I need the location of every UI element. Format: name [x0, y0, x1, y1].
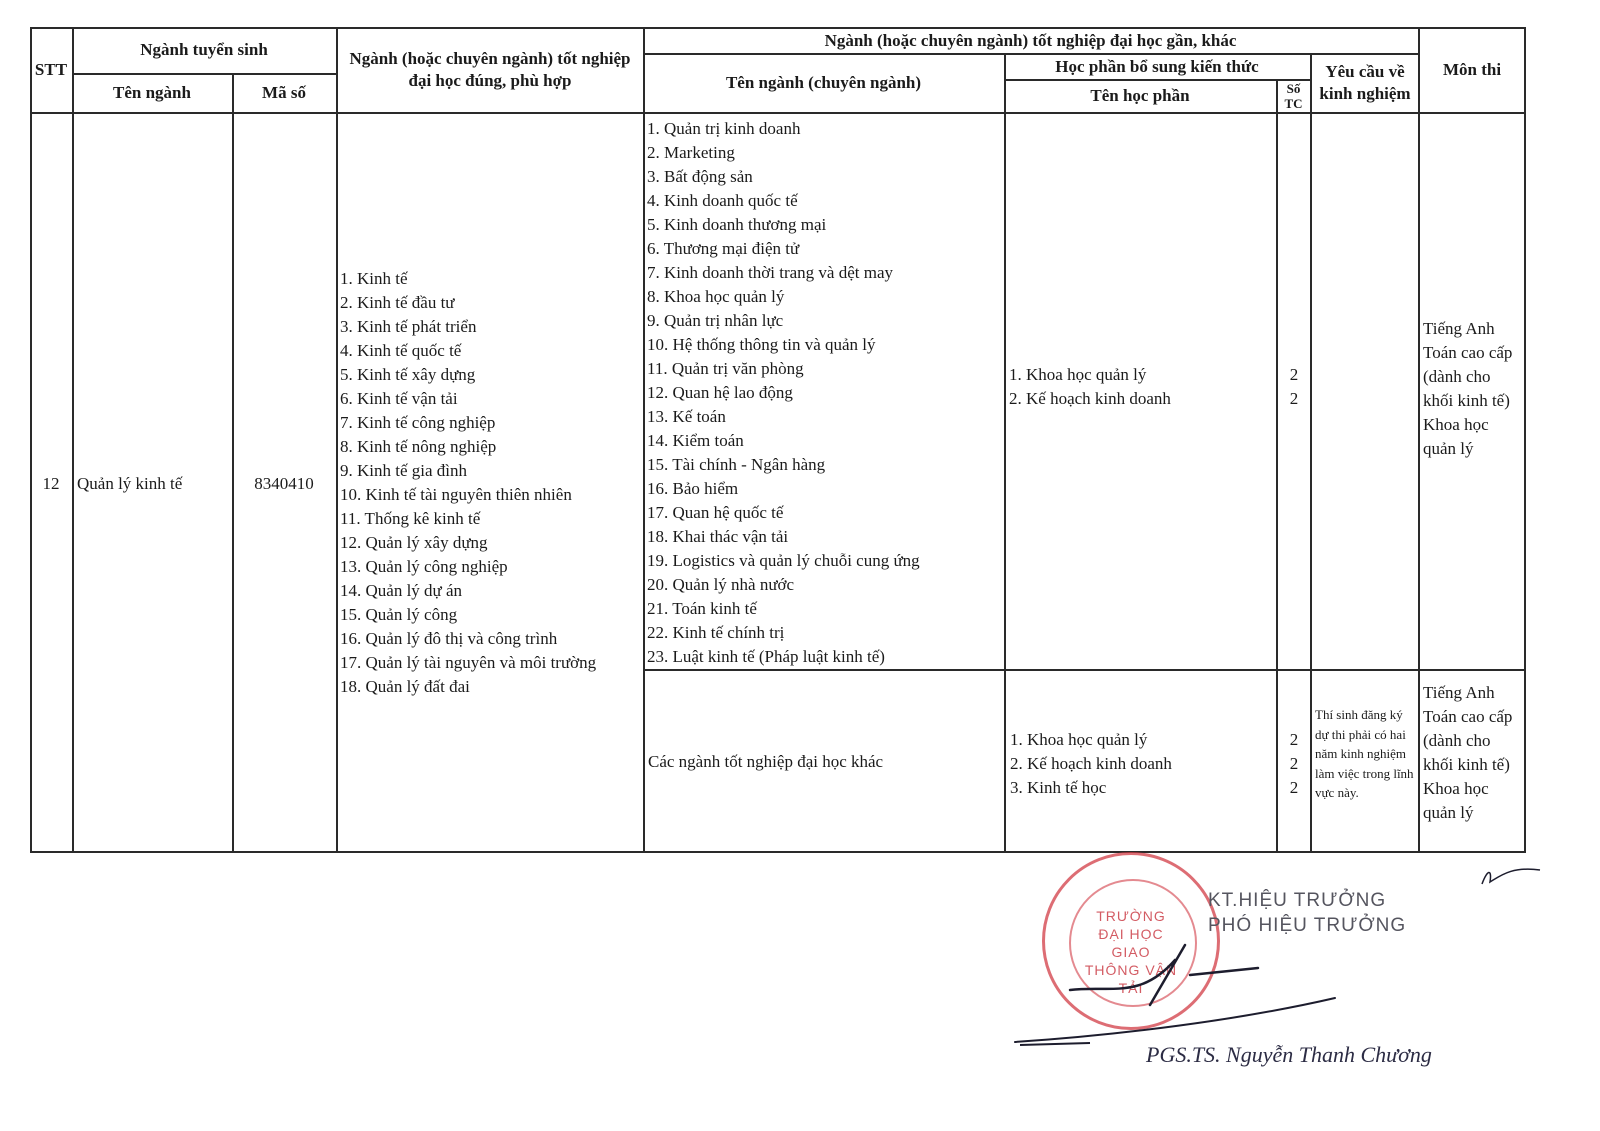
divider [72, 27, 74, 853]
divider [336, 27, 338, 853]
nganh-khac: Các ngành tốt nghiệp đại học khác [648, 752, 884, 771]
nganh-dung-phu-hop-list [340, 267, 640, 699]
list-item: 17. Quản lý tài nguyên và môi trường [340, 653, 597, 672]
list-item: 6. Kinh tế vận tải [340, 389, 458, 408]
header-nganh-dung-phu-hop: Ngành (hoặc chuyên ngành) tốt nghiệp đại học đúng, phù hợp [349, 48, 631, 90]
list-item: 14. Kiểm toán [647, 431, 744, 450]
credit-value: 2 [1289, 730, 1299, 749]
signer-name: PGS.TS. Nguyễn Thanh Chương [1146, 1042, 1432, 1067]
divider [1004, 53, 1006, 853]
list-item: 1. Khoa học quản lý [1009, 365, 1147, 384]
list-item: 16. Bảo hiểm [647, 479, 739, 498]
list-item: 12. Quản lý xây dựng [340, 533, 488, 552]
list-item: 2. Kế hoạch kinh doanh [1010, 754, 1172, 773]
list-item: 11. Thống kê kinh tế [340, 509, 481, 528]
list-item: 13. Kế toán [647, 407, 726, 426]
list-item: 15. Tài chính - Ngân hàng [647, 455, 826, 474]
list-item: 3. Kinh tế học [1010, 778, 1107, 797]
header-hoc-phan-bo-sung: Học phần bổ sung kiến thức [1055, 57, 1259, 76]
list-item: 1. Khoa học quản lý [1010, 730, 1148, 749]
header-nganh-tuyen-sinh: Ngành tuyển sinh [140, 40, 268, 59]
list-item: 1. Quản trị kinh doanh [647, 119, 801, 138]
list-item: 22. Kinh tế chính trị [647, 623, 785, 642]
list-item: 19. Logistics và quản lý chuỗi cung ứng [647, 551, 920, 570]
mon-thi-1: Tiếng Anh Toán cao cấp (dành cho khối kinh tế) Khoa học quản lý [1423, 319, 1513, 458]
row-ten-nganh: Quản lý kinh tế [77, 473, 183, 493]
list-item: 1. Kinh tế [340, 269, 408, 288]
list-item: 11. Quản trị văn phòng [647, 359, 804, 378]
list-item: 18. Khai thác vận tải [647, 527, 789, 546]
credit-value: 2 [1289, 754, 1299, 773]
list-item: 20. Quản lý nhà nước [647, 575, 795, 594]
list-item: 10. Hệ thống thông tin và quản lý [647, 335, 876, 354]
list-item: 23. Luật kinh tế (Pháp luật kinh tế) [647, 647, 885, 666]
row-ma-so: 8340410 [254, 473, 314, 493]
credit-value: 2 [1289, 778, 1299, 797]
divider [1310, 53, 1312, 853]
header-so-tc: Số TC [1284, 80, 1303, 111]
credit-value: 2 [1289, 365, 1299, 384]
list-item: 4. Kinh doanh quốc tế [647, 191, 798, 210]
official-stamp [1042, 852, 1220, 1030]
list-item: 2. Kinh tế đầu tư [340, 293, 455, 312]
credit-value: 2 [1289, 389, 1299, 408]
divider [643, 27, 645, 853]
header-yeu-cau-kinh-nghiem: Yêu cầu về kinh nghiệm [1319, 61, 1411, 103]
list-item: 8. Kinh tế nông nghiệp [340, 437, 497, 456]
list-item: 9. Quản trị nhân lực [647, 311, 784, 330]
mon-thi-2: Tiếng Anh Toán cao cấp (dành cho khối kinh tế) Khoa học quản lý [1423, 683, 1513, 822]
list-item: 2. Kế hoạch kinh doanh [1009, 389, 1171, 408]
divider [1418, 27, 1420, 853]
list-item: 14. Quản lý dự án [340, 581, 463, 600]
header-ten-nganh: Tên ngành [113, 82, 191, 102]
header-mon-thi: Môn thi [1442, 59, 1502, 79]
list-item: 7. Kinh tế công nghiệp [340, 413, 496, 432]
signature-title-line1: KT.HIỆU TRƯỞNG [1208, 890, 1387, 911]
nganh-gan-list [647, 117, 1002, 669]
signature-title [1208, 888, 1406, 938]
so-tc-list-1 [1278, 363, 1310, 411]
list-item: 21. Toán kinh tế [647, 599, 757, 618]
list-item: 3. Bất động sản [647, 167, 753, 186]
header-ten-hoc-phan: Tên học phần [1090, 85, 1190, 105]
stamp-text: TRƯỜNG ĐẠI HỌC GIAO THÔNG VẬN TẢI [1084, 908, 1178, 996]
hoc-phan-list-2 [1010, 728, 1275, 800]
list-item: 4. Kinh tế quốc tế [340, 341, 462, 360]
list-item: 2. Marketing [647, 143, 735, 162]
list-item: 10. Kinh tế tài nguyên thiên nhiên [340, 485, 572, 504]
list-item: 13. Quản lý công nghiệp [340, 557, 508, 576]
list-item: 12. Quan hệ lao động [647, 383, 793, 402]
list-item: 17. Quan hệ quốc tế [647, 503, 784, 522]
header-ten-nganh-chuyen-nganh: Tên ngành (chuyên ngành) [725, 72, 922, 92]
so-tc-list-2 [1278, 728, 1310, 800]
list-item: 6. Thương mại điện tử [647, 239, 800, 258]
header-ma-so: Mã số [262, 82, 306, 102]
list-item: 15. Quản lý công [340, 605, 458, 624]
row-stt: 12 [42, 473, 60, 493]
signature-title-line2: PHÓ HIỆU TRƯỞNG [1208, 915, 1407, 936]
list-item: 7. Kinh doanh thời trang và dệt may [647, 263, 893, 282]
list-item: 18. Quản lý đất đai [340, 677, 470, 696]
hoc-phan-list-1 [1009, 363, 1274, 411]
header-stt: STT [34, 59, 68, 79]
kinh-nghiem-2: Thí sinh đăng ký dự thi phải có hai năm kinh nghiệm làm việc trong lĩnh vực này. [1315, 707, 1414, 800]
list-item: 5. Kinh doanh thương mại [647, 215, 827, 234]
header-nganh-gan-khac: Ngành (hoặc chuyên ngành) tốt nghiệp đại học gần, khác [824, 31, 1237, 50]
list-item: 5. Kinh tế xây dựng [340, 365, 476, 384]
list-item: 8. Khoa học quản lý [647, 287, 785, 306]
list-item: 16. Quản lý đô thị và công trình [340, 629, 558, 648]
list-item: 9. Kinh tế gia đình [340, 461, 468, 480]
list-item: 3. Kinh tế phát triển [340, 317, 477, 336]
